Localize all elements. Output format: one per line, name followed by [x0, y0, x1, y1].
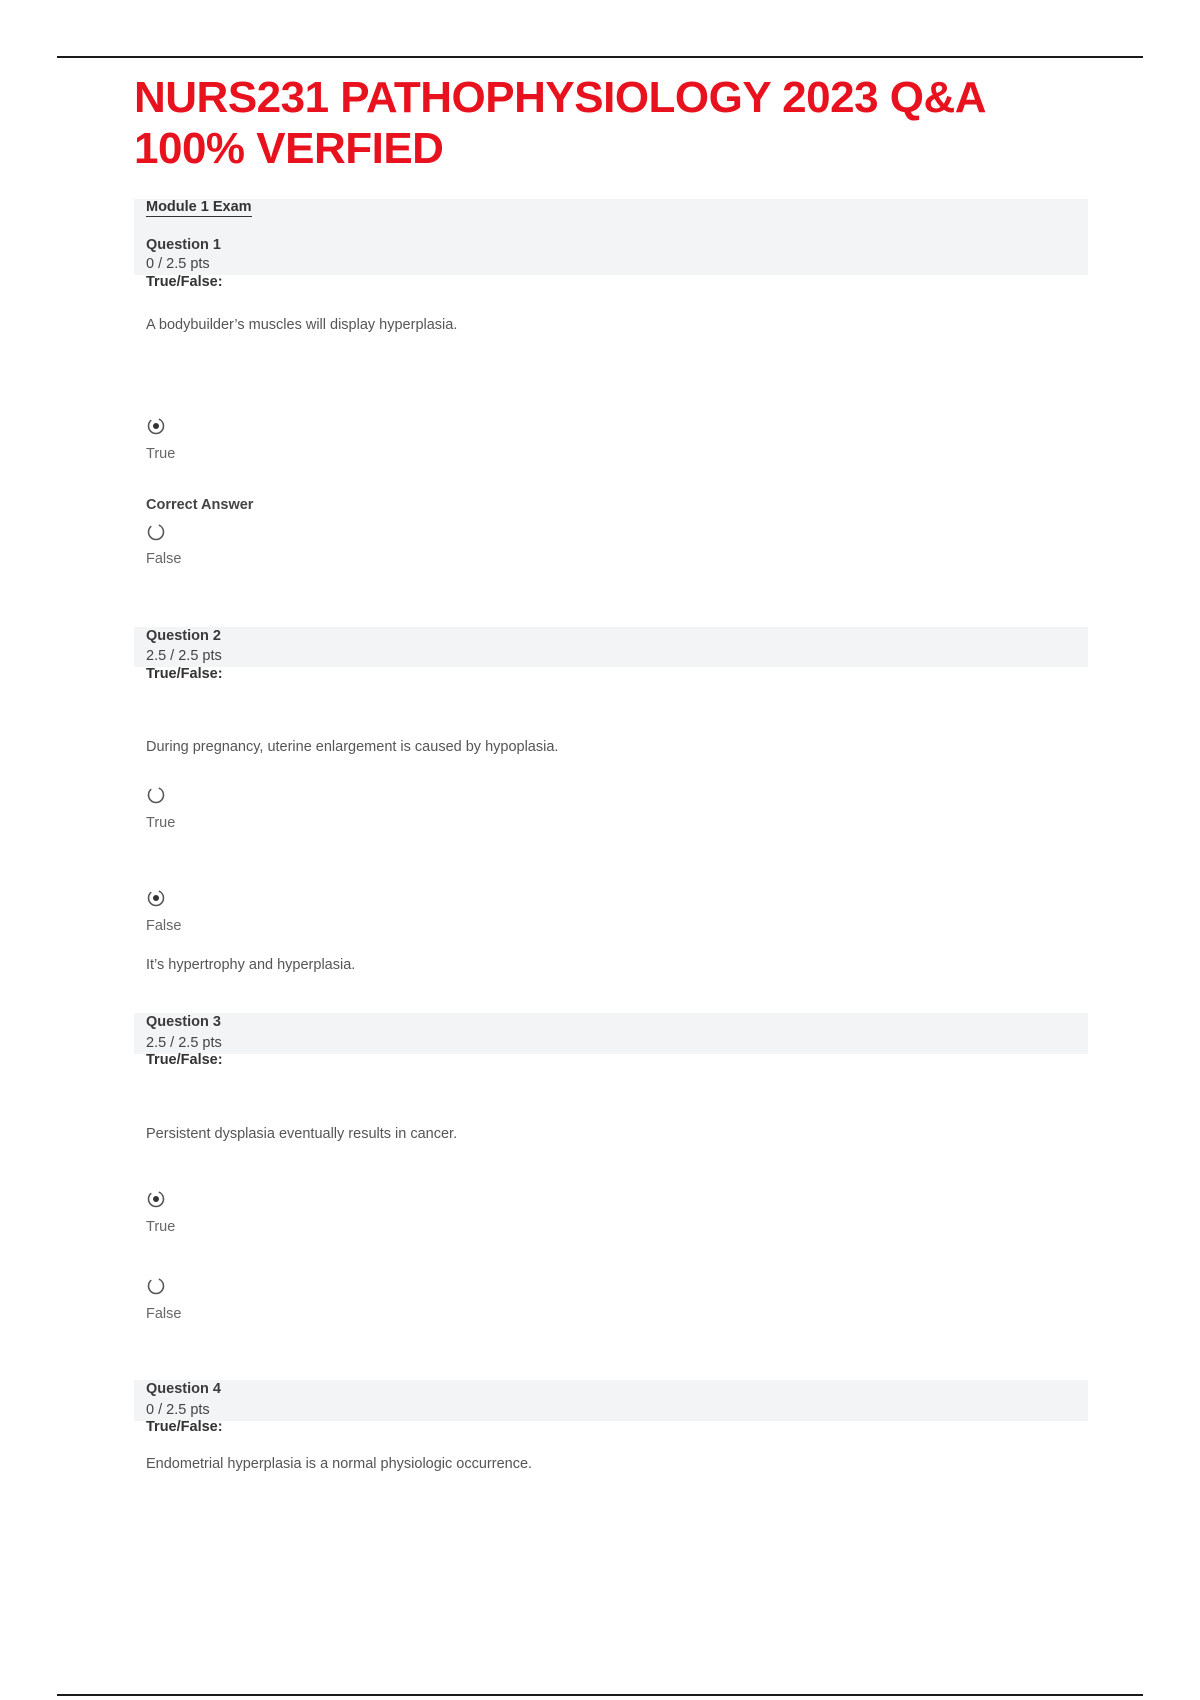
- question-4-points: 0 / 2.5 pts: [146, 1402, 210, 1418]
- question-3-type: True/False:: [146, 1052, 223, 1068]
- question-2-option-false: False: [146, 918, 182, 934]
- question-2-points: 2.5 / 2.5 pts: [146, 648, 222, 664]
- question-2-text: During pregnancy, uterine enlargement is caused by hypoplasia.: [146, 739, 559, 755]
- question-3-false-radio-icon[interactable]: [146, 1276, 166, 1296]
- question-3-true-radio-selected-icon[interactable]: [146, 1189, 166, 1209]
- question-2-option-true: True: [146, 815, 176, 831]
- question-1-text: A bodybuilder’s muscles will display hyperplasia.: [146, 317, 458, 333]
- question-1-header-band: [134, 199, 1088, 275]
- module-link[interactable]: Module 1 Exam: [146, 199, 252, 215]
- question-3-header-band: [134, 1013, 1088, 1054]
- question-1-option-false: False: [146, 551, 182, 567]
- question-4-text: Endometrial hyperplasia is a normal physiologic occurrence.: [146, 1456, 533, 1472]
- question-3-option-true: True: [146, 1219, 176, 1235]
- question-2-feedback: It’s hypertrophy and hyperplasia.: [146, 957, 356, 973]
- document-title-line-1: NURS231 PATHOPHYSIOLOGY 2023 Q&A: [134, 73, 987, 122]
- question-3-text: Persistent dysplasia eventually results in cancer.: [146, 1126, 458, 1142]
- question-2-type: True/False:: [146, 666, 223, 682]
- question-3-option-false: False: [146, 1306, 182, 1322]
- document-title-line-2: 100% VERFIED: [134, 124, 444, 173]
- question-1-correct-answer-label: Correct Answer: [146, 497, 254, 513]
- question-1-points: 0 / 2.5 pts: [146, 256, 210, 272]
- question-1-false-radio-icon[interactable]: [146, 522, 166, 542]
- question-4-header-band: [134, 1380, 1088, 1421]
- question-1-type: True/False:: [146, 274, 223, 290]
- question-4-type: True/False:: [146, 1419, 223, 1435]
- question-1-true-radio-selected-icon[interactable]: [146, 416, 166, 436]
- bottom-rule: [57, 1694, 1143, 1696]
- question-4-heading: Question 4: [146, 1381, 221, 1397]
- question-3-points: 2.5 / 2.5 pts: [146, 1035, 222, 1051]
- question-1-option-true: True: [146, 446, 176, 462]
- question-2-heading: Question 2: [146, 628, 221, 644]
- question-2-true-radio-icon[interactable]: [146, 785, 166, 805]
- top-rule: [57, 56, 1143, 58]
- question-3-heading: Question 3: [146, 1014, 221, 1030]
- question-2-header-band: [134, 627, 1088, 667]
- question-1-heading: Question 1: [146, 237, 221, 253]
- document-title: [134, 72, 1094, 174]
- question-2-false-radio-selected-icon[interactable]: [146, 888, 166, 908]
